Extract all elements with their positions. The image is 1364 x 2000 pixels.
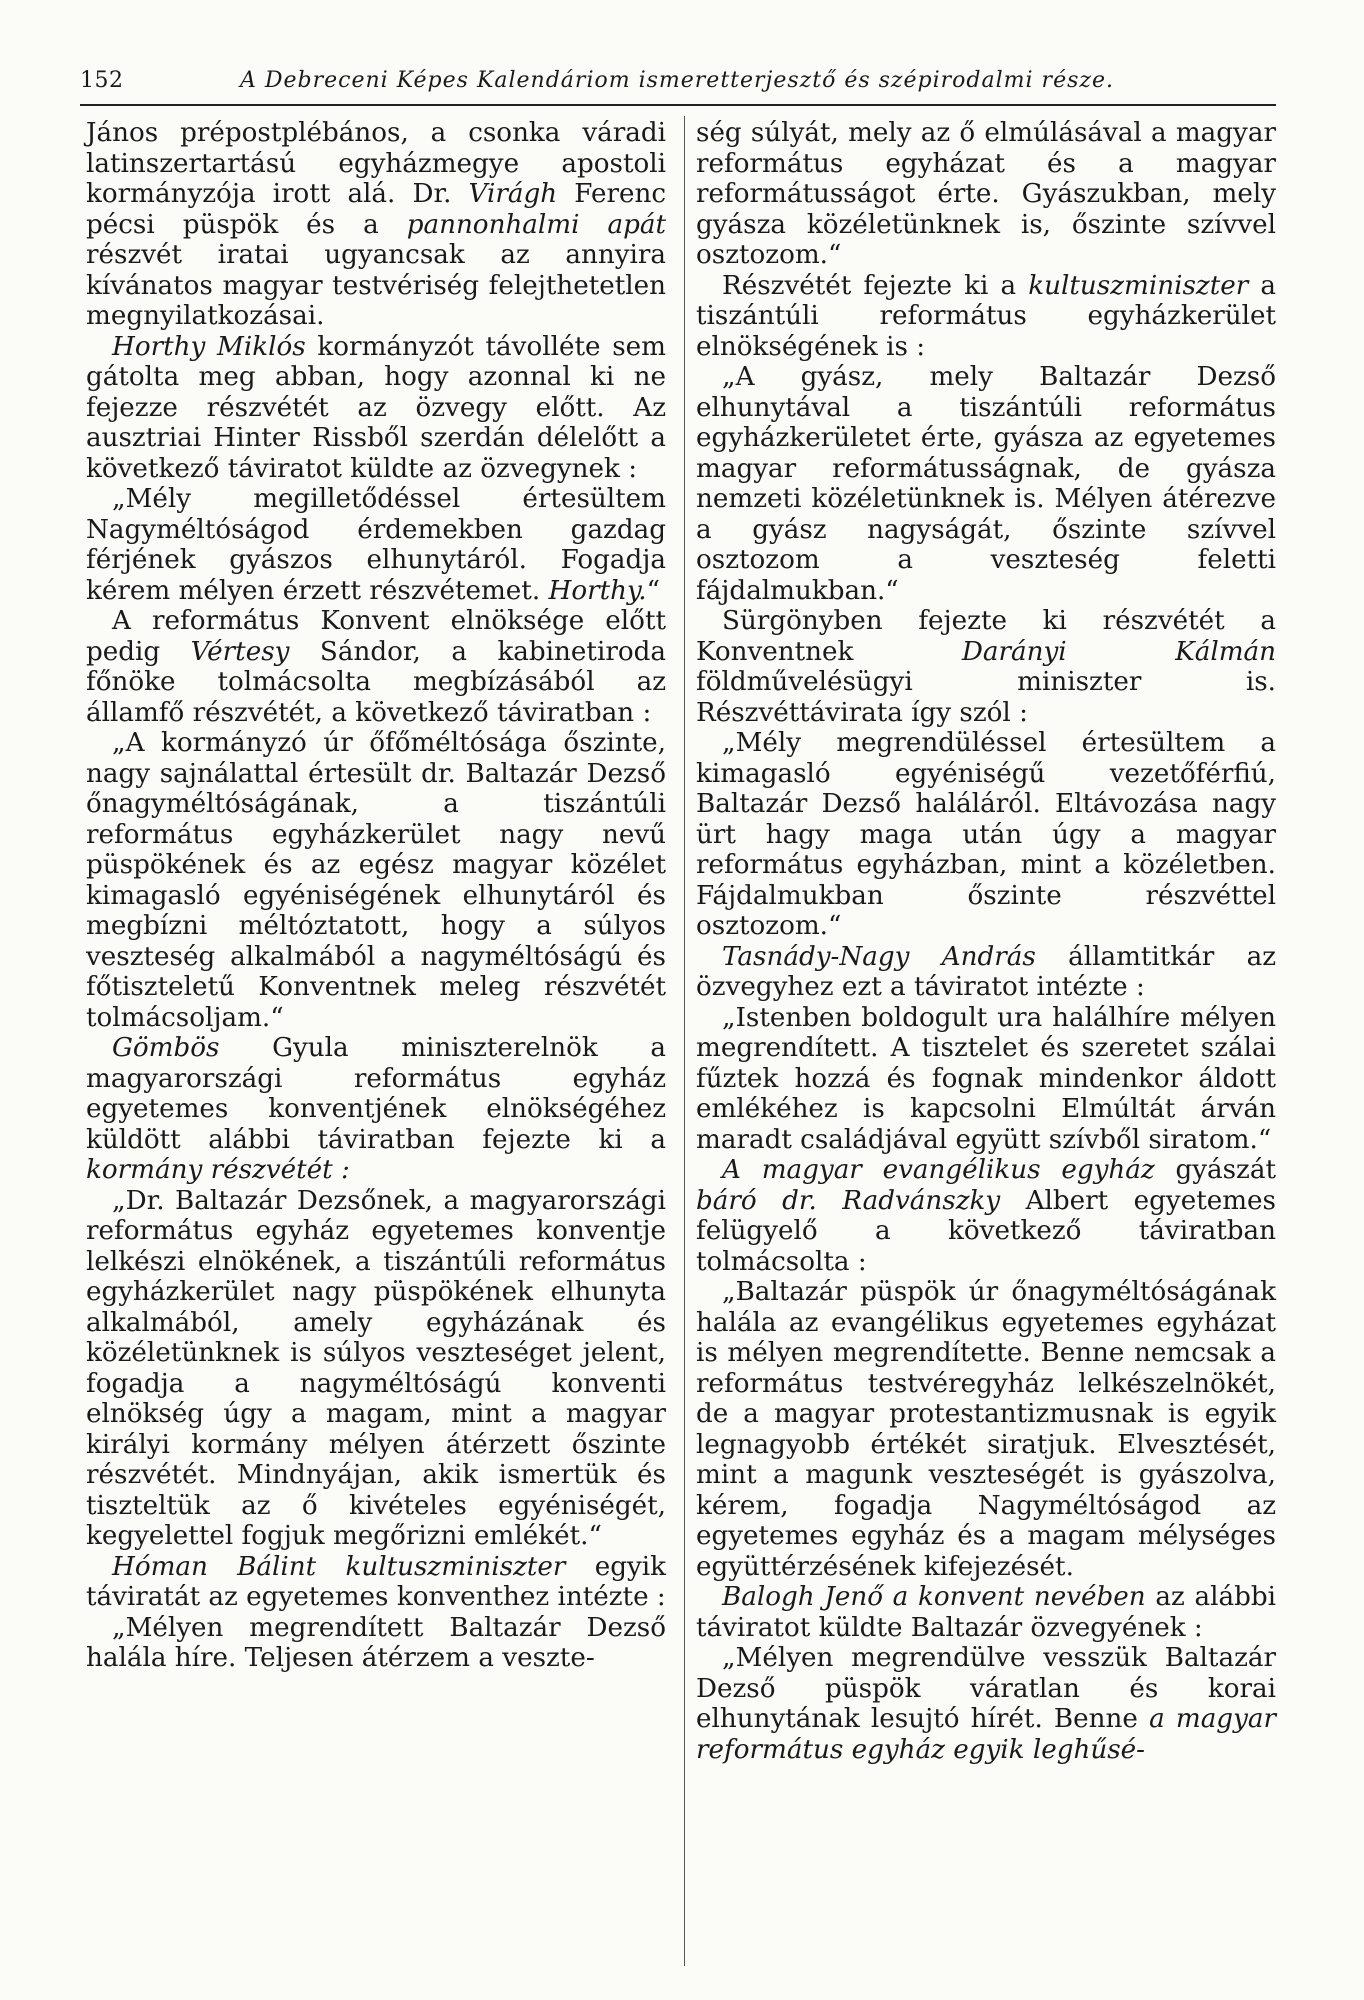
running-header xyxy=(80,64,1276,106)
paragraph: „Mélyen megrendített Baltazár Dezső halála híre. Teljesen átérzem a veszte- xyxy=(86,1612,666,1673)
page-number: 152 xyxy=(80,68,124,93)
right-column xyxy=(696,118,1276,1765)
paragraph: Részvétét fejezte ki a kultuszminiszter a tiszántúli református egyházkerület elnökségének is : xyxy=(696,270,1276,362)
paragraph: Balogh Jenő a konvent nevében az alábbi táviratot küldte Baltazár özvegyének : xyxy=(696,1582,1276,1643)
paragraph: „Baltazár püspök úr őnagyméltóságának halála az evangélikus egyetemes egyházat is mélyen megrendítette. Benne nemcsak a református testvéregyház lelkészelnökét, de a magyar protestantizmusnak is egyik legnagyobb értékét siratjuk. Elvesztését, mint a magunk veszteségét is gyászolva, kérem, fogadja Nagyméltóságod az egyetemes egyház és a magam mélységes együttérzésének kifejezését. xyxy=(696,1277,1276,1582)
left-column xyxy=(86,118,666,1674)
running-title: A Debreceni Képes Kalendáriom ismeretterjesztő és szépirodalmi része. xyxy=(240,68,1114,93)
paragraph: „A gyász, mely Baltazár Dezső elhunytával a tiszántúli református egyházkerületet érte, gyásza az egyetemes magyar reformátusságnak, de gyásza nemzeti közéletünknek is. Mélyen átérezve a gyász nagyságát, őszinte szívvel osztozom a veszteség feletti fájdalmukban.“ xyxy=(696,362,1276,606)
paragraph: A magyar evangélikus egyház gyászát báró dr. Radvánszky Albert egyetemes felügyelő a következő táviratban tolmácsolta : xyxy=(696,1155,1276,1277)
paragraph: „Mélyen megrendülve vesszük Baltazár Dezső püspök váratlan és korai elhunytának lesujtó hírét. Benne a magyar református egyház egyik leghűsé- xyxy=(696,1643,1276,1765)
paragraph: A református Konvent elnöksége előtt pedig Vértesy Sándor, a kabinetiroda főnöke tolmácsolta megbízásából az államfő részvétét, a következő táviratban : xyxy=(86,606,666,728)
paragraph: „Mély megrendüléssel értesültem a kimagasló egyéniségű vezetőférfiú, Baltazár Dezső haláláról. Eltávozása nagy ürt hagy maga után úgy a magyar református egyházban, mint a közéletben. Fájdalmukban őszinte részvéttel osztozom.“ xyxy=(696,728,1276,941)
paragraph: ség súlyát, mely az ő elmúlásával a magyar református egyházat és a magyar reformátusságot érte. Gyászukban, mely gyásza közéletünknek is, őszinte szívvel osztozom.“ xyxy=(696,118,1276,270)
paragraph: János prépostplébános, a csonka váradi latinszertartású egyházmegye apostoli kormányzója irott alá. Dr. Virágh Ferenc pécsi püspök és a pannonhalmi apát részvét iratai ugyancsak az annyira kívánatos magyar testvériség felejthetetlen megnyilatkozásai. xyxy=(86,118,667,331)
paragraph: „A kormányzó úr őfőméltósága őszinte, nagy sajnálattal értesült dr. Baltazár Dezső őnagyméltóságának, a tiszántúli református egyházkerület nagy nevű püspökének és az egész magyar közélet kimagasló egyéniségének elhunytáról és megbízni méltóztatott, hogy a súlyos veszteség alkalmából a nagyméltóságú és főtiszteletű Konventnek meleg részvétét tolmácsoljam.“ xyxy=(86,728,666,1033)
paragraph: Horthy Miklós kormányzót távolléte sem gátolta meg abban, hogy azonnal ki ne fejezze részvétét az özvegy előtt. Az ausztriai Hinter Rissből szerdán délelőtt a következő táviratot küldte az özvegynek : xyxy=(86,331,666,484)
paragraph: Tasnády-Nagy András államtitkár az özvegyhez ezt a táviratot intézte : xyxy=(696,941,1276,1002)
paragraph: Hóman Bálint kultuszminiszter egyik táviratát az egyetemes konventhez intézte : xyxy=(86,1551,666,1612)
column-divider xyxy=(684,116,685,1966)
paragraph: „Istenben boldogult ura halálhíre mélyen megrendített. A tisztelet és szeretet szálai fűztek hozzá és fognak mindenkor áldott emlékéhez is kapcsolni Elmúltát árván maradt családjával együtt szívből siratom.“ xyxy=(696,1002,1276,1155)
paragraph: „Dr. Baltazár Dezsőnek, a magyarországi református egyház egyetemes konventje lelkészi elnökének, a tiszántúli református egyházkerület nagy püspökének elhunyta alkalmából, amely egyházának és közéletünknek is súlyos veszteséget jelent, fogadja a nagyméltóságú konventi elnökség úgy a magam, mint a magyar királyi kormány mélyen átérzett őszinte részvétét. Mindnyájan, akik ismertük és tiszteltük az ő kivételes egyéniségét, kegyelettel fogjuk megőrizni emlékét.“ xyxy=(86,1185,666,1551)
paragraph: Gömbös Gyula miniszterelnök a magyarországi református egyház egyetemes konventjének elnökségéhez küldött alábbi táviratban fejezte ki a kormány részvétét : xyxy=(86,1033,666,1185)
paragraph: „Mély megilletődéssel értesültem Nagyméltóságod érdemekben gazdag férjének gyászos elhunytáról. Fogadja kérem mélyen érzett részvétemet. Horthy.“ xyxy=(86,484,666,606)
paragraph: Sürgönyben fejezte ki részvétét a Konventnek Darányi Kálmán földművelésügyi miniszter is. Részvéttávirata így szól : xyxy=(696,606,1277,728)
